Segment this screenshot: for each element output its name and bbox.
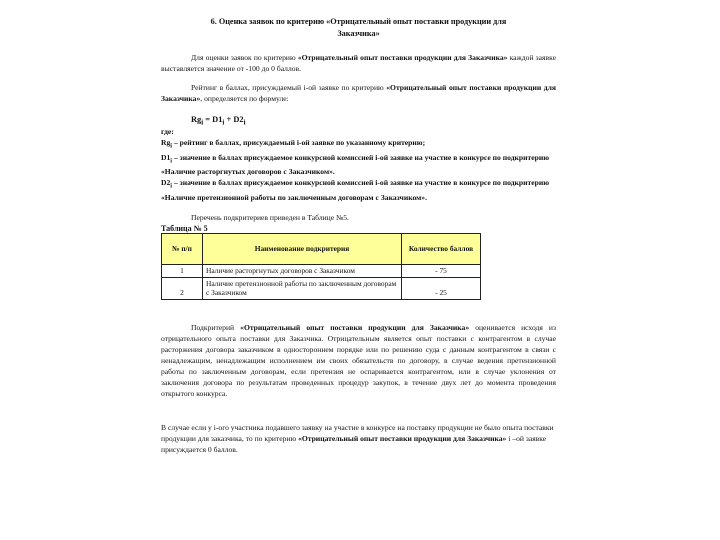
heading-line-2: Заказчика»: [337, 28, 380, 38]
row-name: Наличие претензионной работы по заключенным договорам с Заказчиком: [203, 277, 402, 299]
row-points: - 25: [402, 277, 481, 299]
d2-definition: $D2_i$ – значение в баллах присуждаемое конкурсной комиссией i-ой заявке на участие в конкурсе по подкритерию «Наличие претензионной работы по заключенным договорам с Заказчиком».: [161, 178, 550, 202]
header-points: Количество баллов: [402, 234, 481, 265]
rating-formula: $Rg_i = D1_i + D2_i$: [191, 115, 246, 127]
table-caption: Таблица № 5: [161, 224, 208, 233]
intro-paragraph-1: Для оценки заявок по критерию «Отрицательный опыт поставки продукции для Заказчика» каждой заявке выставляется значение от -100 до 0 баллов.: [161, 53, 556, 73]
subcriteria-table: [161, 233, 481, 300]
section-heading: [161, 16, 556, 39]
intro-paragraph-2: Рейтинг в баллах, присуждаемый i-ой заявке по критерию «Отрицательный опыт поставки продукции для Заказчика», определяется по формуле:: [161, 83, 556, 103]
subcriterion-paragraph: Подкритерий «Отрицательный опыт поставки продукции для Заказчика» оценивается исходя из отрицательного опыта поставки для Заказчика. Отрицательным является опыт поставки с контрагентом в случае расторжения договора заказчиком в одностороннем порядке или по решению суда с данным контрагентом в связи с ненадлежащим, ненадлежащим исполнением им своих обязательств по договору, в случае ведения претензионной работы по заключенным договорам, если претензия не оспаривается контрагентом, или в случае уклонения от заключения договора по результатам проведенных процедур закупок, в течение двух лет до момента проведения открытого конкурса.: [161, 323, 556, 398]
row-number: 2: [162, 277, 203, 299]
d1-definition: $D1_i$ – значение в баллах присуждаемое конкурсной комиссией i-ой заявке на участие в конкурсе по подкритерию «Наличие расторгнутых договоров с Заказчиком».: [161, 152, 550, 177]
subcriteria-reference: Перечень подкритериев приведен в Таблице №5.: [191, 213, 349, 222]
row-number: 1: [162, 265, 203, 278]
where-label: где:: [161, 127, 174, 136]
heading-line-1: 6. Оценка заявок по критерию «Отрицательный опыт поставки продукции для: [210, 17, 507, 26]
header-name: Наименование подкритерия: [203, 234, 402, 265]
final-paragraph: В случае если у i-ого участника подавшего заявку на участие в конкурсе на поставку продукции не было опыта поставки продукции для заказчика, то по критерию «Отрицательный опыт поставки продукции для Заказчика» i –ой заявке присуждается 0 баллов.: [161, 423, 554, 454]
table-header-row: [162, 234, 481, 265]
table-row: [162, 265, 481, 278]
header-number: № п/п: [162, 234, 203, 265]
rg-definition: $Rg_i$ – рейтинг в баллах, присуждаемый i-ой заявке по указанному критерию;: [161, 138, 426, 150]
row-name: Наличие расторгнутых договоров с Заказчиком: [203, 265, 402, 278]
row-points: - 75: [402, 265, 481, 278]
table-row: [162, 277, 481, 299]
where-block: [161, 126, 556, 203]
